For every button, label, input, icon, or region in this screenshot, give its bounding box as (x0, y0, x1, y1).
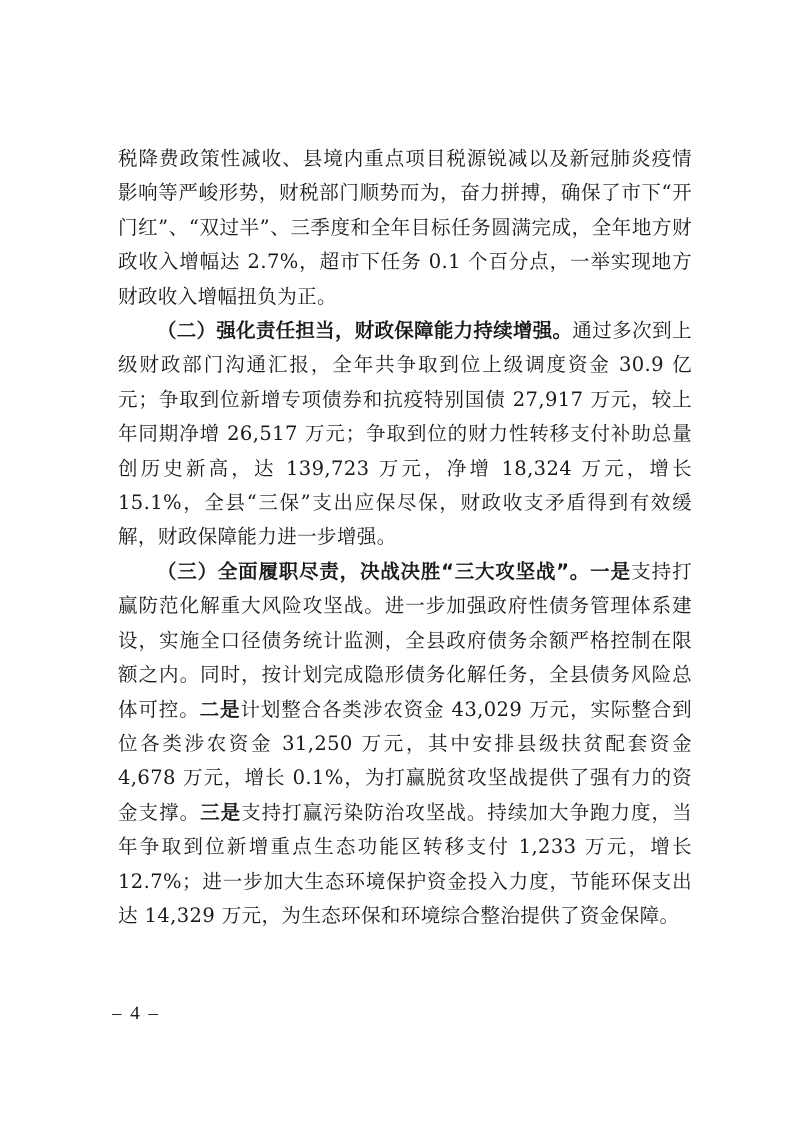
ordinal-third: 三是 (200, 800, 242, 824)
paragraph-text: 计划整合各类涉农资金 43,029 万元，实际整合到位各类涉农资金 31,250 万元，其中安排县级扶贫配套资金 4,678 万元，增长 0.1%，为打赢脱贫攻坚战提供了强有力的资金支撑。 (118, 697, 692, 824)
paragraph-fiscal-guarantee (118, 314, 692, 555)
ordinal-second: 二是 (199, 697, 241, 721)
paragraph-text: 支持打赢污染防治攻坚战。持续加大争跑力度，当年争取到位新增重点生态功能区转移支付 1,233 万元，增长 12.7%；进一步加大生态环境保护资金投入力度，节能环保支出达 14,329 万元，为生态环保和环境综合整治提供了资金保障。 (118, 800, 692, 927)
section-heading-two: （二）强化责任担当，财政保障能力持续增强。 (157, 319, 573, 343)
section-heading-three: （三）全面履职尽责，决战决胜“三大攻坚战”。 (157, 559, 591, 583)
paragraph-fiscal-revenue (118, 142, 692, 314)
paragraph-three-battles (118, 555, 692, 933)
paragraph-text: 支持打赢防范化解重大风险攻坚战。进一步加强政府性债务管理体系建设，实施全口径债务统计监测，全县政府债务余额严格控制在限额之内。同时，按计划完成隐形债务化解任务，全县债务风险总体可控。 (118, 559, 692, 721)
paragraph-text: 税降费政策性减收、县境内重点项目税源锐减以及新冠肺炎疫情影响等严峻形势，财税部门顺势而为，奋力拼搏，确保了市下“开门红”、“双过半”、三季度和全年目标任务圆满完成，全年地方财政收入增幅达 2.7%，超市下任务 0.1 个百分点，一举实现地方财政收入增幅扭负为正。 (118, 147, 692, 308)
document-body (118, 142, 692, 933)
ordinal-first: 一是 (590, 559, 632, 583)
page-number: – 4 – (112, 1003, 160, 1024)
paragraph-text: 通过多次到上级财政部门沟通汇报，全年共争取到位上级调度资金 30.9 亿元；争取到位新增专项债券和抗疫特别国债 27,917 万元，较上年同期净增 26,517 万元；争取到位的财力性转移支付补助总量创历史新高，达 139,723 万元，净增 18,324 万元，增长 15.1%，全县“三保”支出应保尽保，财政收支矛盾得到有效缓解，财政保障能力进一步增强。 (118, 319, 692, 549)
